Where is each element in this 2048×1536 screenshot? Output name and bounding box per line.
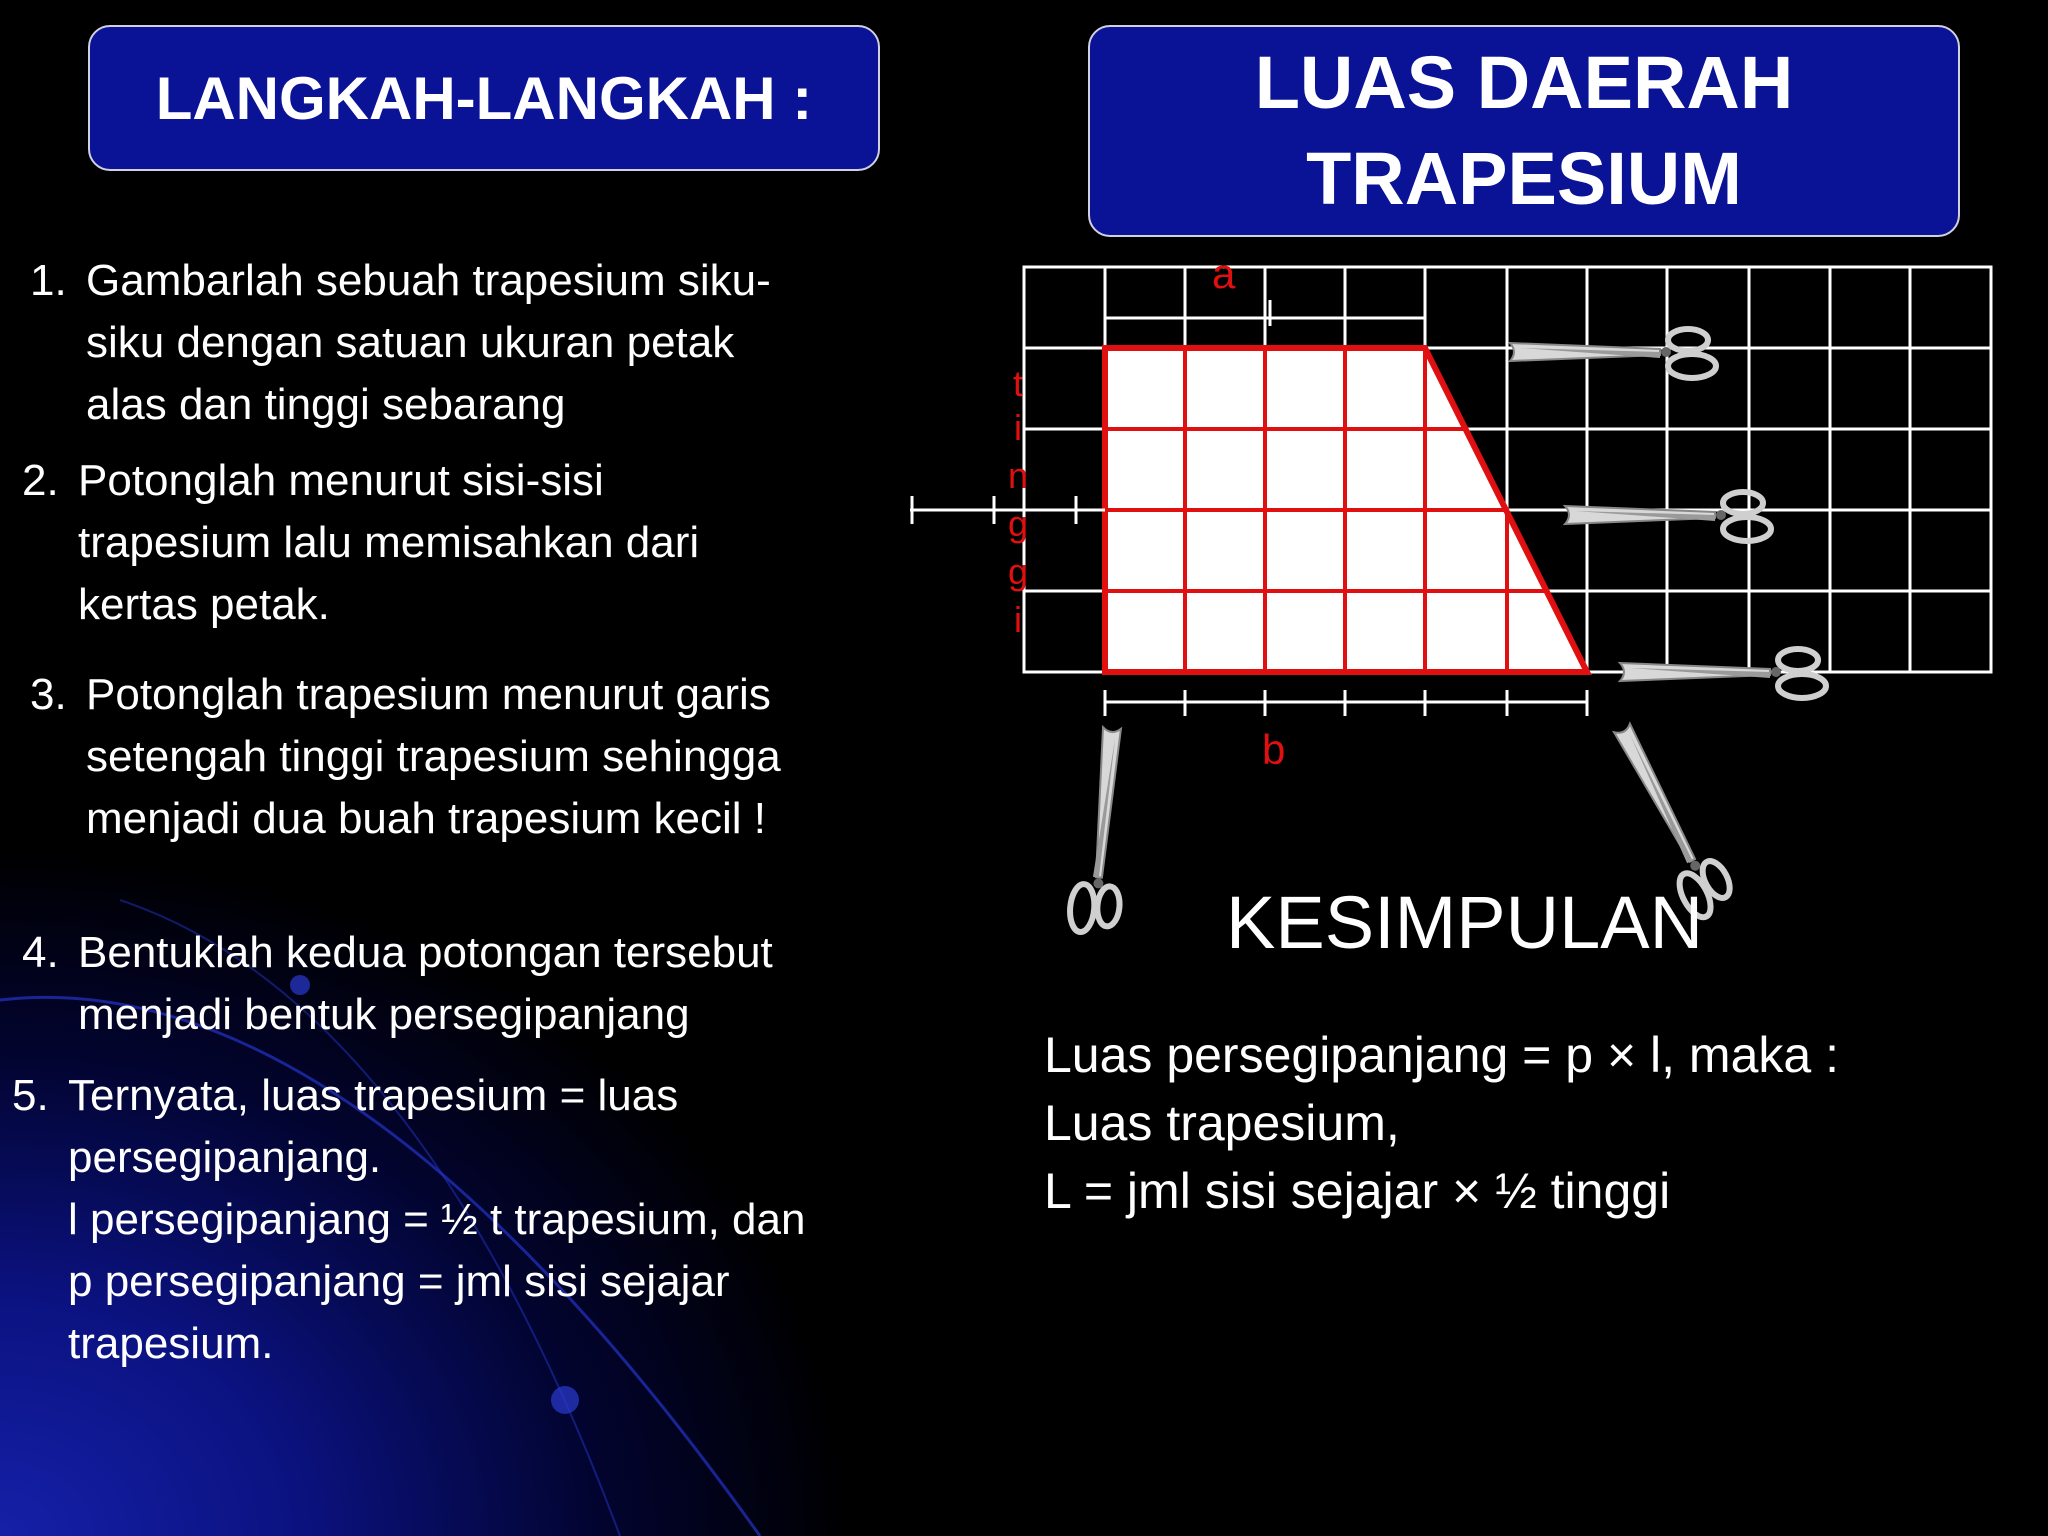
step-number: 4. [22,928,59,977]
bottom-measure [1105,690,1587,716]
step-line: alas dan tinggi sebarang [86,380,566,429]
conclusion-line-2: Luas trapesium, [1044,1095,1400,1151]
luas-title-line2: TRAPESIUM [1306,137,1742,220]
label-b: b [1262,726,1286,773]
step-line: setengah tinggi trapesium sehingga [86,732,781,781]
label-a: a [1212,250,1236,297]
step-line: trapesium. [68,1319,274,1368]
step-number: 3. [30,670,67,719]
label-tinggi-letter: t [1012,363,1024,404]
step-line: p persegipanjang = jml sisi sejajar [68,1257,730,1306]
step-line: menjadi bentuk persegipanjang [78,990,690,1039]
label-tinggi-letter: i [1014,407,1022,448]
step-line: kertas petak. [78,580,330,629]
conclusion-line-1: Luas persegipanjang = p × l, maka : [1044,1027,1839,1083]
langkah-title: LANGKAH-LANGKAH : [155,64,813,132]
step-line: menjadi dua buah trapesium kecil ! [86,794,766,843]
step-line: Potonglah trapesium menurut garis [86,670,771,719]
step-line: l persegipanjang = ½ t trapesium, dan [68,1195,806,1244]
label-tinggi-letter: g [1007,503,1029,544]
label-tinggi-letter: i [1014,599,1022,640]
step-line: siku dengan satuan ukuran petak [86,318,735,367]
step-number: 5. [12,1071,49,1120]
step-line: persegipanjang. [68,1133,382,1182]
luas-title-line1: LUAS DAERAH [1254,41,1794,124]
step-line: Potonglah menurut sisi-sisi [78,456,604,505]
step-number: 2. [22,456,59,505]
label-tinggi-letter: g [1007,551,1029,592]
step-line: Ternyata, luas trapesium = luas [68,1071,679,1120]
conclusion-line-3: L = jml sisi sejajar × ½ tinggi [1044,1163,1671,1219]
scissors-icon [1068,726,1135,935]
scissors-icon [1620,649,1826,698]
step-number: 1. [30,256,67,305]
step-line: trapesium lalu memisahkan dari [78,518,700,567]
scissors-icon [1510,329,1716,378]
kesimpulan-heading: KESIMPULAN [1226,881,1704,964]
step-line: Bentuklah kedua potongan tersebut [78,928,773,977]
label-tinggi-letter: n [1007,455,1029,496]
step-line: Gambarlah sebuah trapesium siku- [86,256,771,305]
